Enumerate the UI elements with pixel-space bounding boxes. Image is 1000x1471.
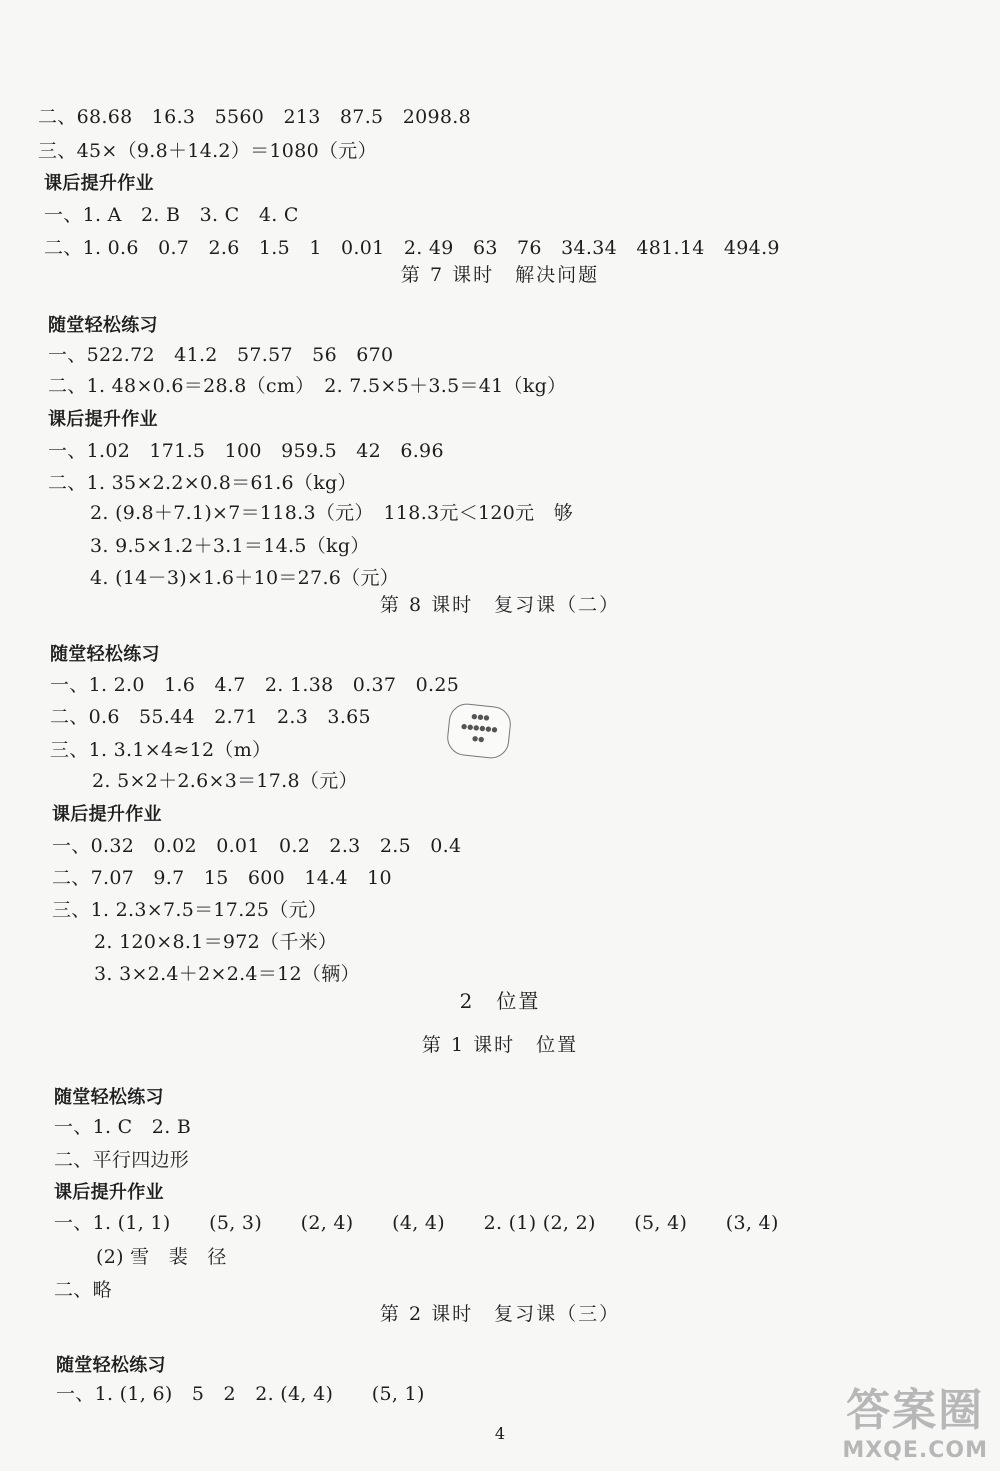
- unit-title: 2 位置: [459, 989, 541, 1013]
- watermark-text: 答案圈: [846, 1385, 985, 1436]
- answer-line: 二、平行四边形: [54, 1149, 190, 1171]
- answer-line: 一、0.32 0.02 0.01 0.2 2.3 2.5 0.4: [52, 835, 462, 857]
- answer-line: 3. 3×2.4＋2×2.4＝12（辆）: [94, 963, 360, 985]
- answer-line: 二、68.68 16.3 5560 213 87.5 2098.8: [38, 106, 472, 128]
- section-heading: 随堂轻松练习: [50, 644, 160, 665]
- answer-line: 二、1. 0.6 0.7 2.6 1.5 1 0.01 2. 49 63 76 34.34 481.14 494.9: [44, 237, 780, 259]
- answer-line: 一、1. C 2. B: [54, 1116, 192, 1138]
- answer-line: 三、45×（9.8＋14.2）＝1080（元）: [38, 140, 377, 162]
- answer-line: 一、1. (1, 1) (5, 3) (2, 4) (4, 4) 2. (1) (2, 2) (5, 4) (3, 4): [54, 1212, 779, 1234]
- answer-line: 一、1.02 171.5 100 959.5 42 6.96: [48, 440, 444, 462]
- section-heading: 随堂轻松练习: [48, 315, 158, 336]
- lesson-title: 第 8 课时 复习课（二）: [379, 594, 621, 616]
- answer-line: 三、1. 2.3×7.5＝17.25（元）: [52, 899, 328, 921]
- section-heading: 课后提升作业: [44, 173, 154, 194]
- answer-line: 2. 5×2＋2.6×3＝17.8（元）: [92, 770, 358, 792]
- section-heading: 随堂轻松练习: [56, 1355, 166, 1376]
- lesson-title: 第 2 课时 复习课（三）: [379, 1303, 621, 1325]
- page-number: 4: [494, 1424, 506, 1443]
- answer-line: 三、1. 3.1×4≈12（m）: [50, 739, 272, 761]
- answer-line: 一、1. (1, 6) 5 2 2. (4, 4) (5, 1): [56, 1383, 425, 1405]
- section-heading: 课后提升作业: [52, 804, 162, 825]
- answer-line: 3. 9.5×1.2＋3.1＝14.5（kg）: [90, 535, 370, 557]
- lesson-title: 第 7 课时 解决问题: [400, 264, 600, 286]
- answer-line: 2. 120×8.1＝972（千米）: [94, 931, 338, 953]
- answer-line: 一、522.72 41.2 57.57 56 670: [48, 344, 394, 366]
- watermark-url: MXQE.COM: [842, 1438, 988, 1463]
- answer-line: 4. (14－3)×1.6＋10＝27.6（元）: [90, 567, 400, 589]
- stamp-icon: ●●● ●●●●●● ●●: [445, 702, 512, 760]
- answer-line: 二、略: [54, 1279, 112, 1301]
- answer-line: 二、1. 48×0.6＝28.8（cm） 2. 7.5×5＋3.5＝41（kg）: [48, 375, 567, 397]
- answer-line: 二、0.6 55.44 2.71 2.3 3.65: [50, 706, 371, 728]
- answer-line: 2. (9.8＋7.1)×7＝118.3（元） 118.3元＜120元 够: [90, 502, 574, 524]
- answer-line: 一、1. 2.0 1.6 4.7 2. 1.38 0.37 0.25: [50, 674, 460, 696]
- section-heading: 课后提升作业: [54, 1182, 164, 1203]
- answer-line: (2) 雪 裴 径: [96, 1246, 227, 1268]
- answer-line: 一、1. A 2. B 3. C 4. C: [44, 204, 299, 226]
- answer-line: 二、1. 35×2.2×0.8＝61.6（kg）: [48, 472, 357, 494]
- section-heading: 随堂轻松练习: [54, 1087, 164, 1108]
- watermark-logo: [842, 1374, 988, 1463]
- answer-line: 二、7.07 9.7 15 600 14.4 10: [52, 867, 392, 889]
- lesson-title: 第 1 课时 位置: [421, 1034, 579, 1056]
- section-heading: 课后提升作业: [48, 409, 158, 430]
